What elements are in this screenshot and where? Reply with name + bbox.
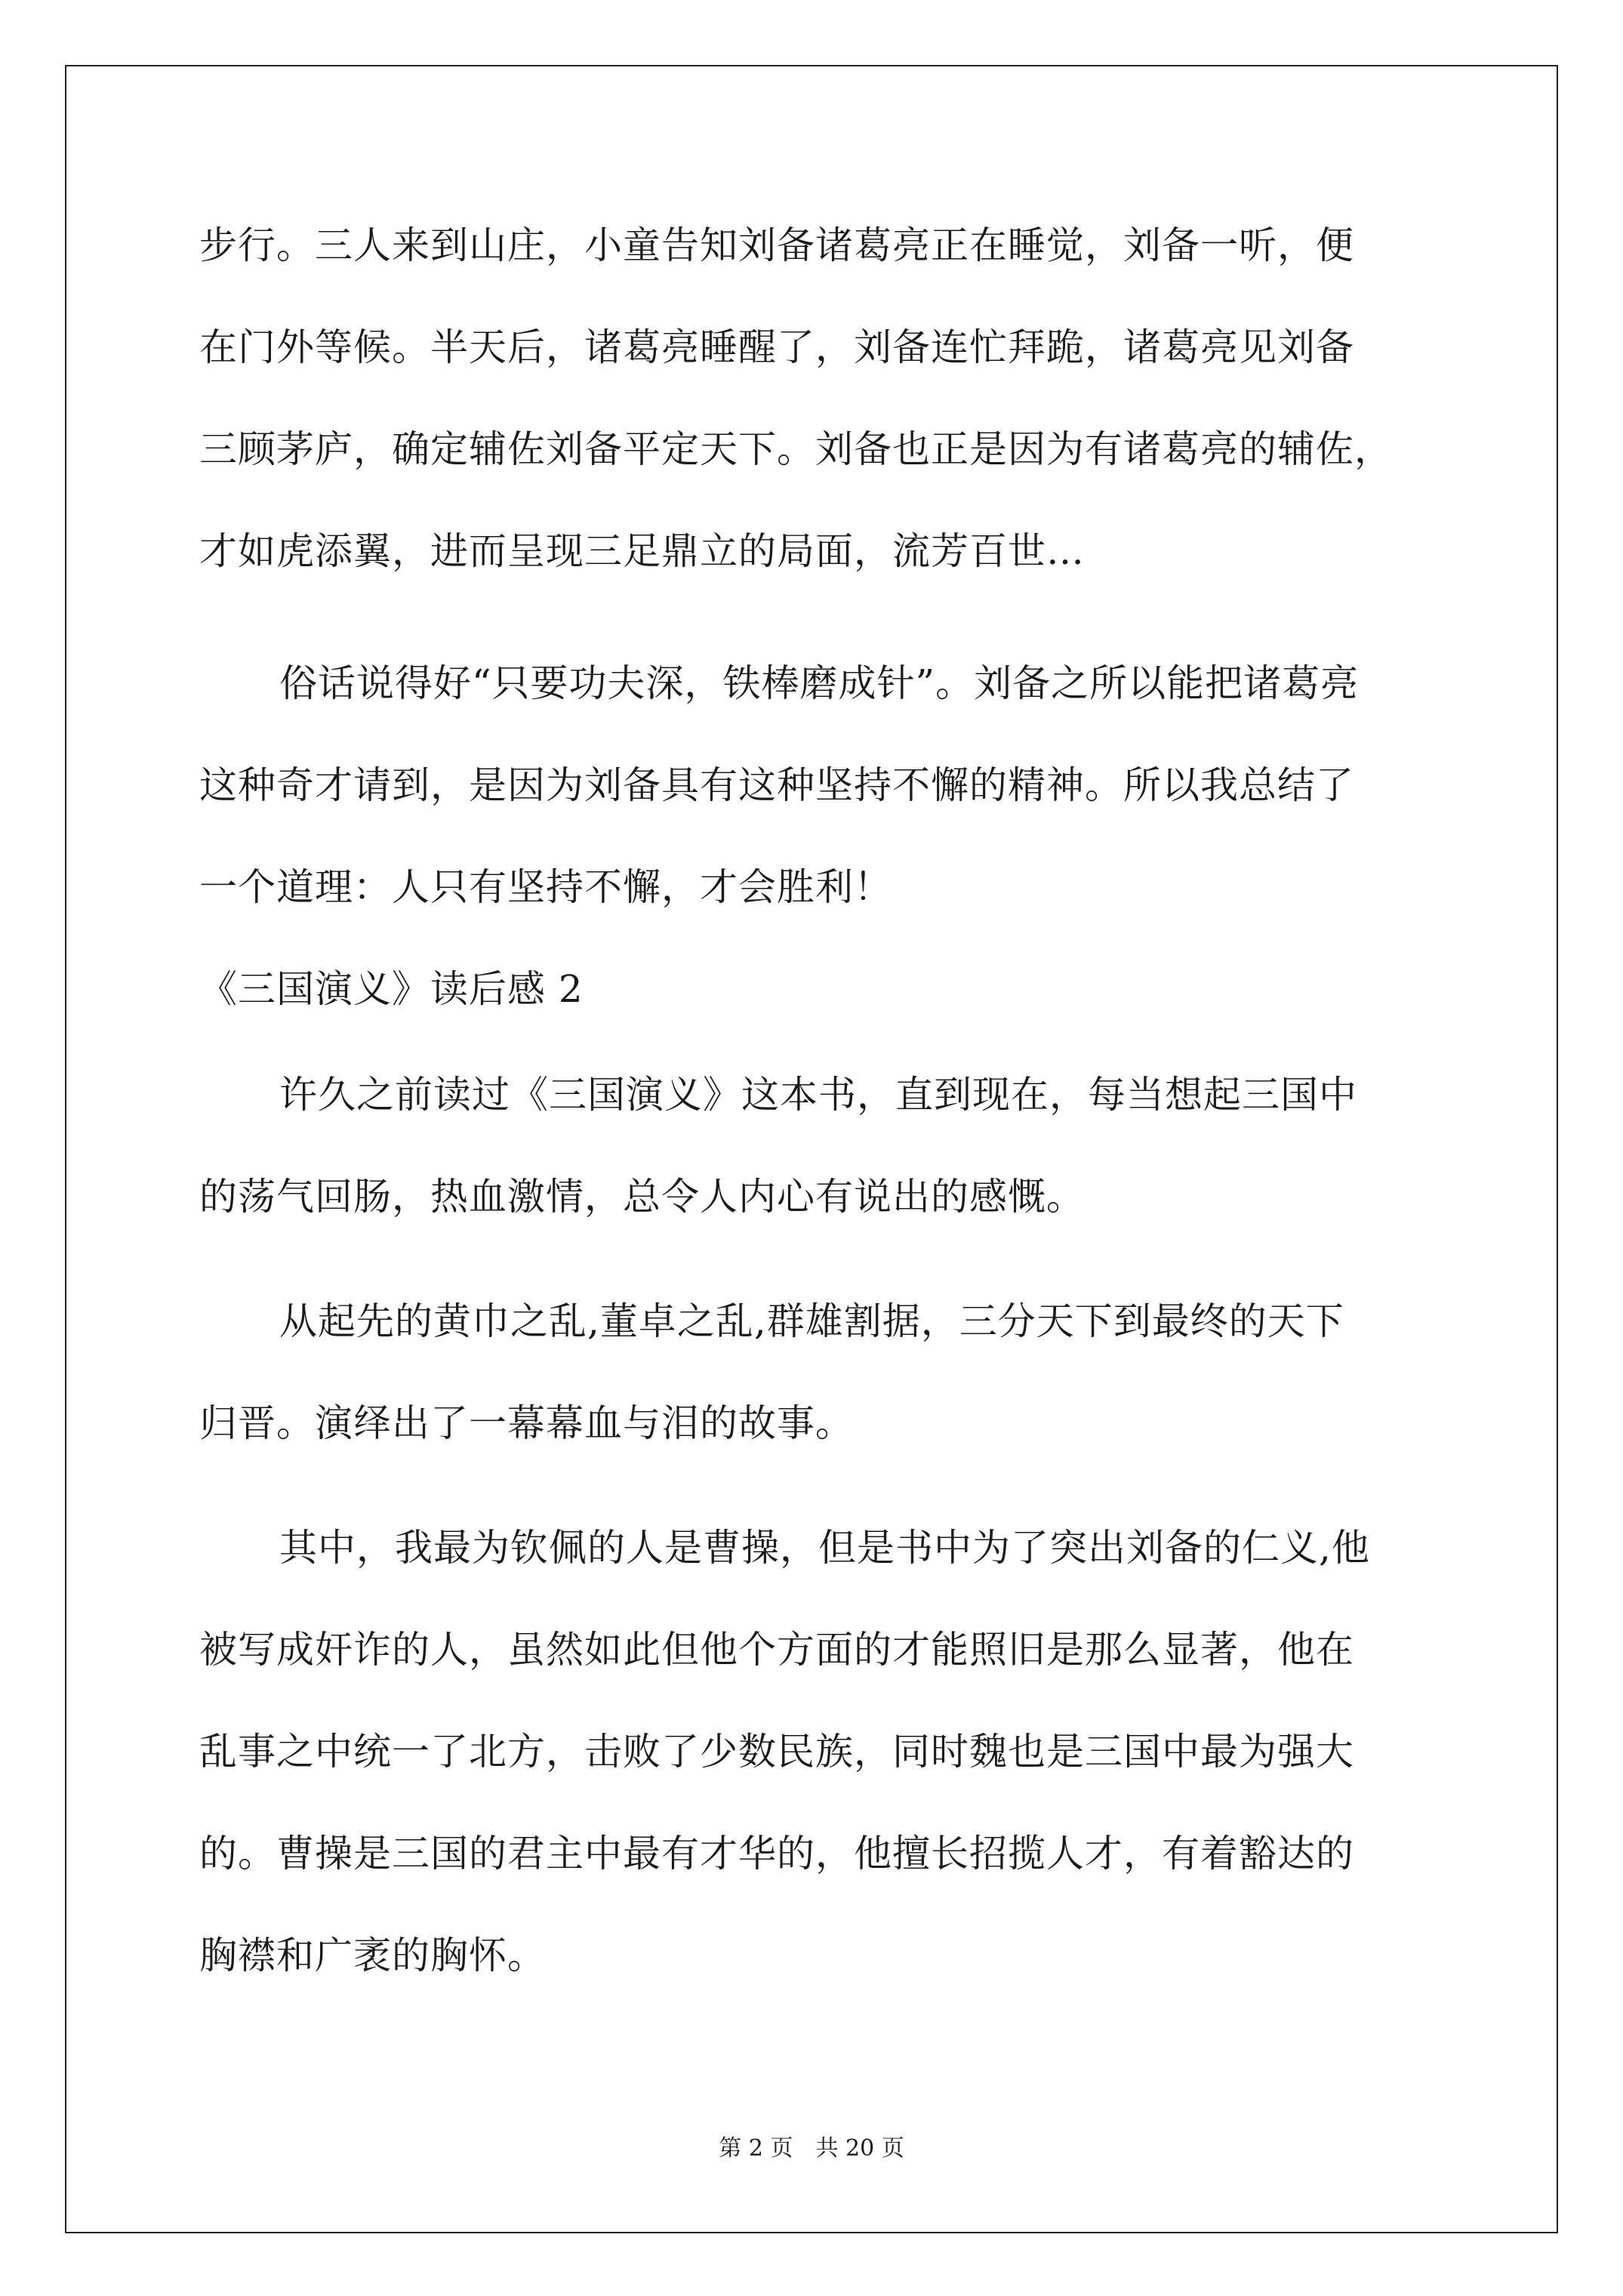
paragraph-line: 的。曹操是三国的君主中最有才华的，他擅长招揽人才，有着豁达的 — [199, 1832, 1354, 1875]
page-border — [65, 65, 1558, 2233]
paragraph-line: 三顾茅庐，确定辅佐刘备平定天下。刘备也正是因为有诸葛亮的辅佐， — [199, 427, 1393, 471]
paragraph-line: 的荡气回肠，热血激情，总令人内心有说出的感慨。 — [199, 1175, 1085, 1219]
paragraph-line: 许久之前读过《三国演义》这本书，直到现在，每当想起三国中 — [279, 1073, 1357, 1117]
paragraph-line: 其中，我最为钦佩的人是曹操，但是书中为了突出刘备的仁义,他 — [279, 1526, 1370, 1570]
paragraph-line: 才如虎添翼，进而呈现三足鼎立的局面，流芳百世… — [199, 529, 1085, 573]
paragraph-line: 从起先的黄巾之乱,董卓之乱,群雄割据，三分天下到最终的天下 — [279, 1299, 1344, 1343]
paragraph-line: 俗话说得好“只要功夫深，铁棒磨成针”。刘备之所以能把诸葛亮 — [279, 661, 1360, 705]
paragraph-line: 乱事之中统一了北方，击败了少数民族，同时魏也是三国中最为强大 — [199, 1730, 1354, 1774]
page-footer: 第 2 页 共 20 页 — [719, 2135, 904, 2162]
paragraph-line: 这种奇才请到，是因为刘备具有这种坚持不懈的精神。所以我总结了 — [199, 763, 1354, 807]
paragraph-line: 一个道理：人只有坚持不懈，才会胜利！ — [199, 865, 892, 909]
paragraph-line: 在门外等候。半天后，诸葛亮睡醒了，刘备连忙拜跪，诸葛亮见刘备 — [199, 325, 1354, 369]
paragraph-line: 步行。三人来到山庄，小童告知刘备诸葛亮正在睡觉，刘备一听，便 — [199, 223, 1354, 267]
section-heading: 《三国演义》读后感 2 — [199, 967, 584, 1011]
paragraph-line: 被写成奸诈的人，虽然如此但他个方面的才能照旧是那么显著，他在 — [199, 1628, 1354, 1672]
paragraph-line: 胸襟和广袤的胸怀。 — [199, 1934, 546, 1977]
paragraph-line: 归晋。演绎出了一幕幕血与泪的故事。 — [199, 1401, 854, 1445]
